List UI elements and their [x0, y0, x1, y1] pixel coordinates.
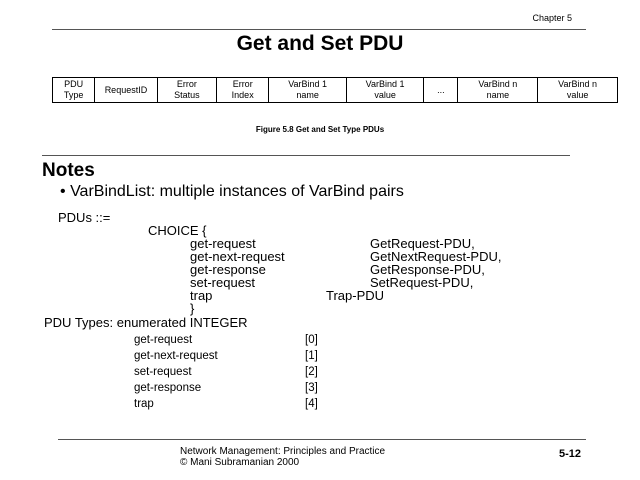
choice-line: CHOICE {: [148, 223, 207, 238]
choice-type: GetResponse-PDU,: [370, 262, 485, 277]
pdus-definition-line: PDUs ::=: [58, 210, 111, 225]
pdu-type-value: [1]: [305, 350, 318, 362]
varbind-n-value-cell: VarBind n value: [538, 78, 618, 103]
page-number: 5-12: [559, 448, 582, 460]
varbind-1-value-cell: VarBind 1 value: [346, 78, 423, 103]
ellipsis-cell: ...: [424, 78, 458, 103]
choice-name: get-response: [190, 262, 266, 277]
pdu-types-heading: PDU Types: enumerated INTEGER: [44, 315, 248, 330]
choice-name: get-request: [190, 236, 256, 251]
choice-close-brace: }: [190, 301, 195, 316]
choice-type: SetRequest-PDU,: [370, 275, 474, 290]
bullet-dot: •: [60, 183, 66, 200]
header-divider: [52, 29, 586, 30]
notes-bullet-text: VarBindList: multiple instances of VarBind pairs: [70, 183, 404, 200]
footer-book-title: Network Management: Principles and Practice: [180, 446, 386, 457]
notes-heading: Notes: [42, 160, 95, 181]
pdu-type-value: [0]: [305, 334, 318, 346]
choice-name: trap: [190, 288, 213, 303]
pdu-type-value: [3]: [305, 382, 318, 394]
choice-type: Trap-PDU: [326, 288, 385, 303]
choice-name: get-next-request: [190, 249, 285, 264]
pdu-type-value: [2]: [305, 366, 318, 378]
pdu-format-table: [52, 77, 618, 103]
pdu-type-name: get-response: [134, 382, 202, 394]
choice-type: GetRequest-PDU,: [370, 236, 475, 251]
choice-type: GetNextRequest-PDU,: [370, 249, 502, 264]
varbind-n-name-cell: VarBind n name: [458, 78, 538, 103]
pdu-type-name: trap: [134, 398, 154, 410]
pdu-type-name: get-request: [134, 334, 193, 346]
pdu-type-value: [4]: [305, 398, 318, 410]
pdu-format-row: [53, 78, 618, 103]
footer-divider: [58, 439, 586, 440]
pdu-type-cell: PDU Type: [53, 78, 95, 103]
slide-title: Get and Set PDU: [236, 32, 404, 55]
notes-bullet: [60, 183, 404, 201]
varbind-1-name-cell: VarBind 1 name: [269, 78, 346, 103]
choice-name: set-request: [190, 275, 256, 290]
error-index-cell: Error Index: [217, 78, 269, 103]
notes-divider: [42, 155, 570, 156]
chapter-label: Chapter 5: [532, 13, 572, 23]
figure-caption: Figure 5.8 Get and Set Type PDUs: [255, 125, 385, 134]
error-status-cell: Error Status: [157, 78, 216, 103]
pdu-type-name: set-request: [134, 366, 192, 378]
pdu-type-name: get-next-request: [134, 350, 218, 362]
footer-copyright: © Mani Subramanian 2000: [180, 457, 300, 468]
request-id-cell: RequestID: [95, 78, 158, 103]
